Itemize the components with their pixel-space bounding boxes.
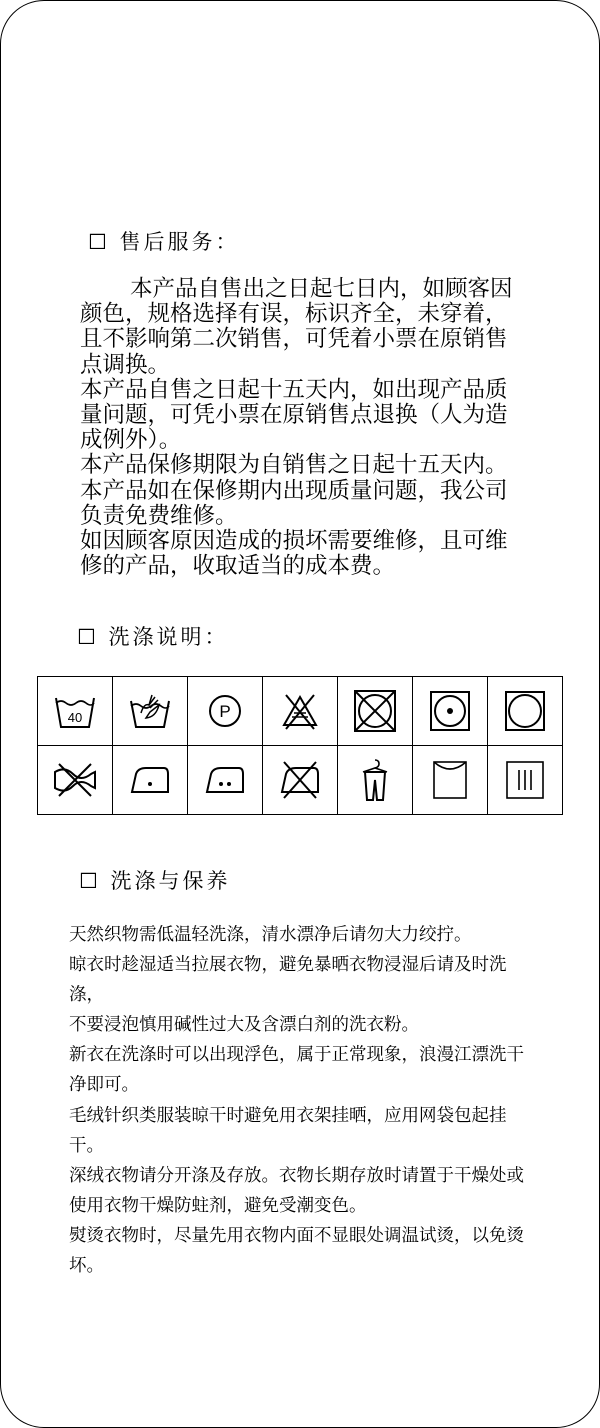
no-iron-icon [276, 758, 324, 802]
symbol-cell [263, 677, 338, 746]
symbol-cell [488, 677, 563, 746]
after-sales-text [80, 277, 520, 579]
care-paragraph: 深绒衣物请分开涤及存放。衣物长期存放时请置于干燥处或使用衣物干燥防蛀剂，避免受潮变色。 [69, 1165, 524, 1216]
iron-medium-icon [201, 760, 249, 800]
hang-dry-icon [355, 756, 395, 804]
care-paragraph: 不要浸泡慎用碱性过大及含漂白剂的洗衣粉。 [69, 1015, 419, 1036]
symbol-cell [338, 677, 413, 746]
symbol-cell [38, 746, 113, 815]
care-symbols-grid [37, 676, 563, 815]
no-bleach-icon [278, 691, 322, 731]
wash-temperature: 40 [67, 710, 83, 725]
dry-clean-letter: P [219, 702, 231, 721]
dry-clean-p-icon [203, 691, 247, 731]
wash-40-icon [53, 691, 97, 731]
wash-and-care-text [69, 920, 529, 1281]
care-paragraph: 熨烫衣物时，尽量先用衣物内面不显眼处调温试烫，以免烫坏。 [69, 1225, 524, 1277]
after-sales-paragraph: 本产品保修期限为自销售之日起十五天内。本产品如在保修期内出现质量问题，我公司负责免费维修。 [80, 452, 508, 529]
after-sales-paragraph: 本产品自售出之日起七日内，如顾客因颜色，规格选择有误，标识齐全，未穿着，且不影响第二次销售，可凭着小票在原销售点调换。 [80, 276, 513, 378]
symbol-cell [413, 746, 488, 815]
after-sales-paragraph: 本产品自售之日起十五天内，如出现产品质量问题，可凭小票在原销售点退换（人为造成例外）。 [80, 376, 508, 454]
symbol-cell [188, 677, 263, 746]
symbol-cell [38, 677, 113, 746]
line-dry-icon [428, 756, 472, 804]
tumble-dry-low-icon [426, 687, 474, 735]
symbol-cell [263, 746, 338, 815]
care-paragraph: 毛绒针织类服装晾干时避免用衣架挂晒，应用网袋包起挂干。 [69, 1105, 507, 1156]
no-tumble-dry-icon [351, 687, 399, 735]
after-sales-paragraph: 如因顾客原因造成的损坏需要维修，且可维修的产品，收取适当的成本费。 [80, 528, 508, 580]
symbol-cell [488, 746, 563, 815]
no-wring-icon [51, 760, 99, 800]
washing-instructions-title: ☐ 洗涤说明： [77, 625, 229, 649]
symbol-cell [188, 746, 263, 815]
care-paragraph: 新衣在洗涤时可以出现浮色，属于正常现象，浪漫江漂洗干净即可。 [69, 1045, 524, 1096]
iron-low-icon [126, 760, 174, 800]
tumble-dry-icon [501, 687, 549, 735]
after-sales-title: ☐ 售后服务： [88, 230, 240, 254]
symbol-cell [338, 746, 413, 815]
hand-wash-icon [128, 691, 172, 731]
drip-dry-icon [501, 756, 549, 804]
symbol-cell [113, 746, 188, 815]
care-paragraph: 晾衣时趁湿适当拉展衣物，避免暴晒衣物浸湿后请及时洗涤， [69, 955, 507, 1006]
symbol-cell [413, 677, 488, 746]
care-paragraph: 天然织物需低温轻洗涤，清水漂净后请勿大力绞拧。 [69, 925, 472, 945]
symbol-cell [113, 677, 188, 746]
wash-and-care-title: ☐ 洗涤与保养 [79, 869, 231, 893]
